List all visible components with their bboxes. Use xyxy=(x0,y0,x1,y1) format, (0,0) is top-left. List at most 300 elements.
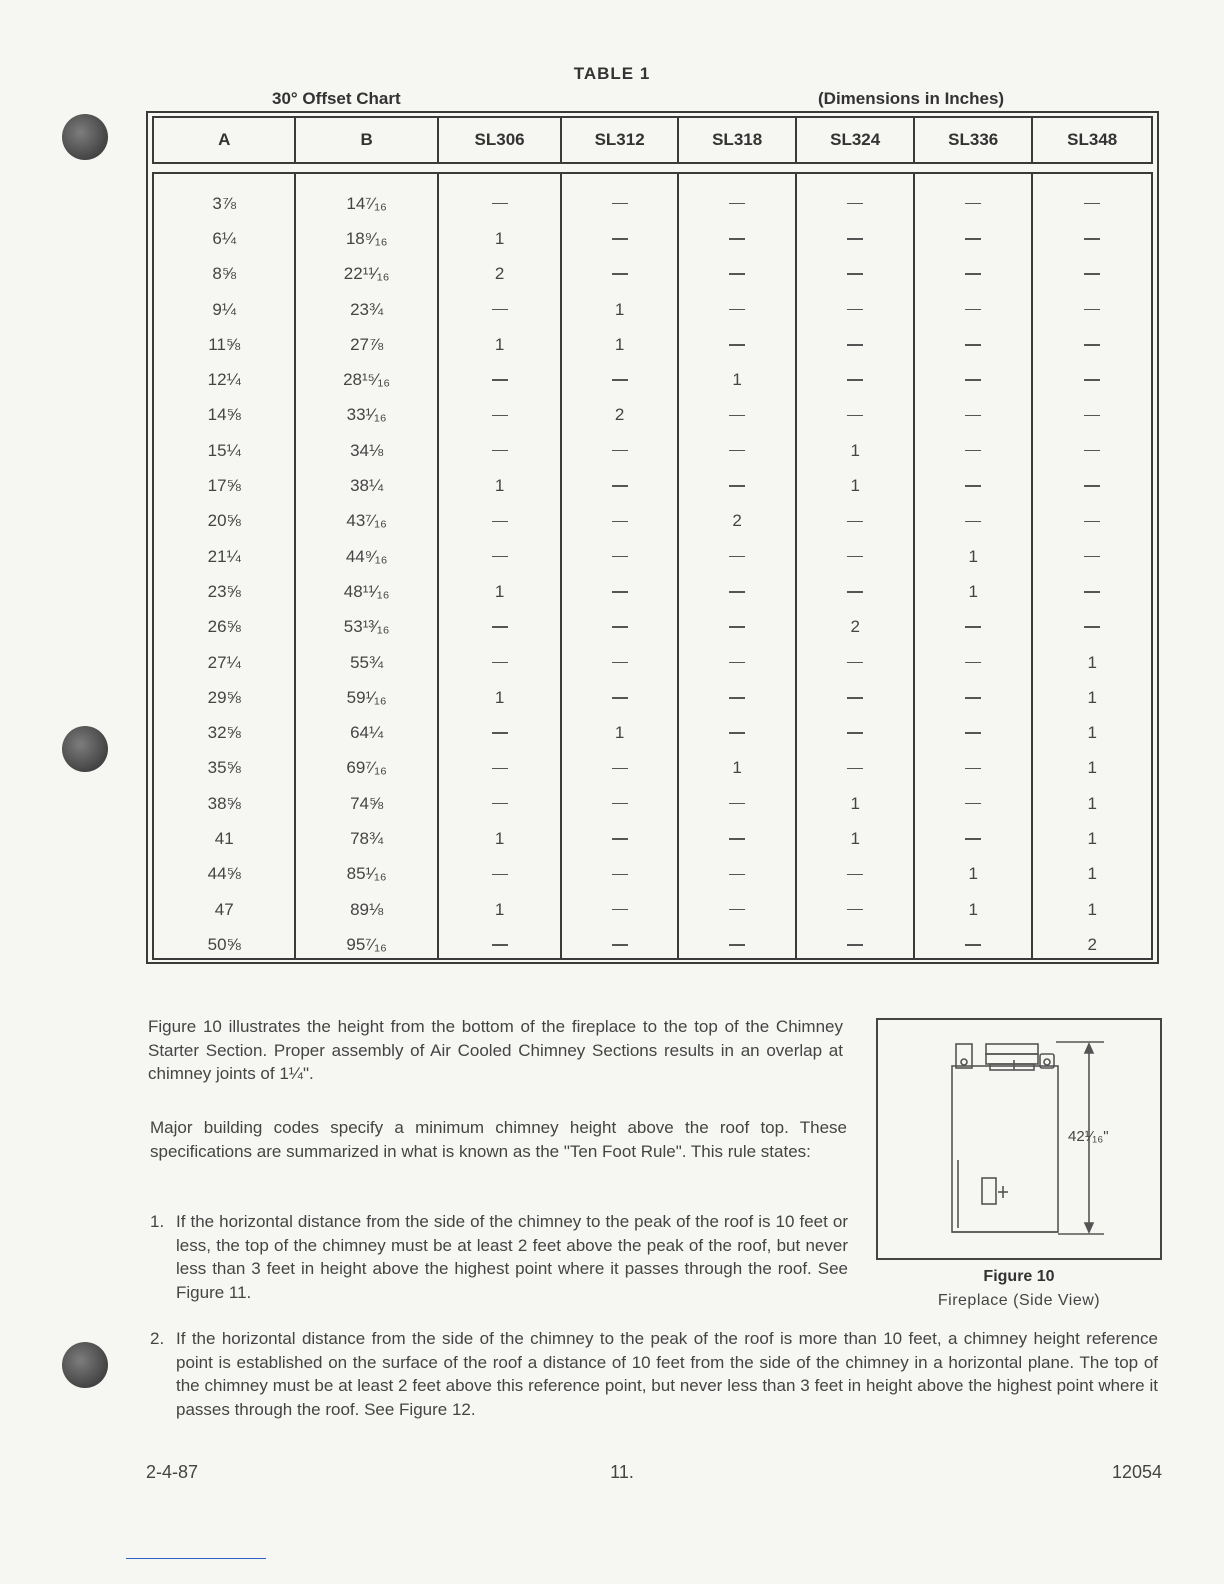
table-cell: 28¹⁵⁄₁₆ xyxy=(343,370,391,390)
table-cell xyxy=(562,433,677,468)
table-cell: 1 xyxy=(494,228,505,248)
table-cell xyxy=(439,292,561,327)
table-cell: 1 xyxy=(494,828,505,848)
dash-mark xyxy=(612,944,628,946)
table-cell: 1 xyxy=(968,864,978,884)
table-cell: 1 xyxy=(968,546,978,566)
table-cell xyxy=(439,645,561,680)
fireplace-side-view-drawing xyxy=(878,1020,1160,1258)
table-cell xyxy=(1033,292,1151,327)
table-cell: 2 xyxy=(494,264,505,284)
table-cell: 44⅝ xyxy=(207,864,241,884)
dash-mark xyxy=(729,944,745,946)
footer-page-number: 11. xyxy=(610,1462,634,1482)
dash-mark xyxy=(729,909,745,911)
dash-mark xyxy=(492,768,508,770)
table-cell xyxy=(797,539,913,574)
dash-mark xyxy=(1084,344,1100,346)
table-cell: 1 xyxy=(850,476,860,496)
dash-mark xyxy=(847,344,863,346)
table-cell: 23⅝ xyxy=(207,581,241,601)
table-cell: 41 xyxy=(214,828,234,848)
table-cell: 1 xyxy=(732,370,742,390)
dash-mark xyxy=(1084,556,1100,558)
dash-mark xyxy=(729,874,745,876)
table-cell: 14⅝ xyxy=(207,405,241,425)
dash-mark xyxy=(847,768,863,770)
table-cell xyxy=(915,610,1032,645)
table-cell: 2 xyxy=(732,511,742,531)
table-cell xyxy=(562,680,677,715)
table-cell xyxy=(797,327,913,362)
table-cell xyxy=(679,468,796,503)
table-cell xyxy=(797,257,913,292)
dash-mark xyxy=(965,944,981,946)
table-cell xyxy=(439,504,561,539)
figure-caption: Fireplace (Side View) xyxy=(937,1292,1101,1309)
table-cell: 1 xyxy=(614,723,625,743)
table-cell xyxy=(439,398,561,433)
table-cell: 1 xyxy=(494,476,505,496)
table-cell xyxy=(439,715,561,750)
dash-mark xyxy=(1084,309,1100,311)
dash-mark xyxy=(612,626,628,628)
table-cell xyxy=(562,257,677,292)
dash-mark xyxy=(612,203,628,205)
table-cell xyxy=(562,504,677,539)
dash-mark xyxy=(847,415,863,417)
table-cell xyxy=(915,786,1032,821)
table-cell xyxy=(439,362,561,397)
dash-mark xyxy=(729,626,745,628)
dash-mark xyxy=(847,521,863,523)
dash-mark xyxy=(729,803,745,805)
table-cell xyxy=(1033,574,1151,609)
column-b xyxy=(296,174,438,958)
dash-mark xyxy=(1084,203,1100,205)
column-header-a: A xyxy=(154,118,296,162)
table-cell xyxy=(915,398,1032,433)
table-cell: 59¹⁄₁₆ xyxy=(346,687,387,707)
dash-mark xyxy=(492,203,508,205)
table-cell: 43⁷⁄₁₆ xyxy=(346,511,387,531)
column-sl312 xyxy=(562,174,679,958)
dash-mark xyxy=(492,626,508,628)
table-cell xyxy=(1033,433,1151,468)
table-cell xyxy=(562,362,677,397)
dash-mark xyxy=(612,591,628,593)
table-cell xyxy=(915,715,1032,750)
dash-mark xyxy=(612,874,628,876)
table-cell: 32⅝ xyxy=(207,723,241,743)
dash-mark xyxy=(847,556,863,558)
table-cell: 27¼ xyxy=(207,652,241,672)
column-sl318 xyxy=(679,174,798,958)
dash-mark xyxy=(612,803,628,805)
table-cell: 78¾ xyxy=(350,828,384,848)
table-cell: 8⅝ xyxy=(212,264,237,284)
dash-mark xyxy=(612,662,628,664)
dash-mark xyxy=(965,485,981,487)
table-cell xyxy=(797,645,913,680)
table-cell: 38¼ xyxy=(350,476,384,496)
table-cell: 95⁷⁄₁₆ xyxy=(346,934,387,954)
table-cell xyxy=(439,539,561,574)
table-cell: 44⁹⁄₁₆ xyxy=(345,546,388,566)
table-cell: 34⅛ xyxy=(350,440,384,460)
table-cell xyxy=(1033,186,1151,221)
dash-mark xyxy=(1084,450,1100,452)
dash-mark xyxy=(729,344,745,346)
dash-mark xyxy=(847,874,863,876)
dash-mark xyxy=(965,697,981,699)
table-cell: 1 xyxy=(1087,899,1097,919)
dash-mark xyxy=(847,732,863,734)
column-sl306 xyxy=(439,174,563,958)
dash-mark xyxy=(965,238,981,240)
table-cell: 1 xyxy=(850,793,860,813)
scan-edge-line xyxy=(126,1558,266,1559)
table-cell xyxy=(915,751,1032,786)
dash-mark xyxy=(729,450,745,452)
rule-item-2-number: 2. xyxy=(150,1329,165,1348)
column-sl348 xyxy=(1033,174,1151,958)
table-cell: 1 xyxy=(1087,828,1097,848)
column-header-sl348: SL348 xyxy=(1067,130,1118,149)
column-sl324 xyxy=(797,174,915,958)
table-header-row xyxy=(152,116,1153,164)
table-cell: 64¼ xyxy=(350,723,384,743)
paragraph-ten-foot-rule: Major building codes specify a minimum chimney height above the roof top. These specifications are summarized in what is known as the "Ten Foot Rule". This rule states: xyxy=(150,1118,847,1161)
table-cell xyxy=(679,292,796,327)
table-cell: 53¹³⁄₁₆ xyxy=(343,617,390,637)
table-cell xyxy=(679,786,796,821)
punch-hole-top xyxy=(62,114,108,160)
dash-mark xyxy=(1084,415,1100,417)
table-cell xyxy=(439,186,561,221)
table-cell: 50⅝ xyxy=(207,934,241,954)
dash-mark xyxy=(729,238,745,240)
table-cell: 1 xyxy=(1087,687,1097,707)
table-cell xyxy=(797,751,913,786)
table-cell xyxy=(679,539,796,574)
footer-doc-number: 12054 xyxy=(1111,1462,1162,1482)
dash-mark xyxy=(965,803,981,805)
table-cell xyxy=(797,186,913,221)
table-cell xyxy=(679,927,796,962)
dash-mark xyxy=(729,273,745,275)
table-cell: 18⁹⁄₁₆ xyxy=(345,228,388,248)
dash-mark xyxy=(492,944,508,946)
footer-date: 2-4-87 xyxy=(146,1462,199,1482)
table-cell: 26⅝ xyxy=(207,617,241,637)
table-cell xyxy=(915,504,1032,539)
table-cell xyxy=(439,433,561,468)
dash-mark xyxy=(965,838,981,840)
dash-mark xyxy=(492,803,508,805)
dash-mark xyxy=(1084,238,1100,240)
table-cell xyxy=(797,892,913,927)
table-cell: 1 xyxy=(494,334,505,354)
table-cell xyxy=(679,257,796,292)
table-cell xyxy=(1033,539,1151,574)
table-cell xyxy=(915,468,1032,503)
dash-mark xyxy=(965,379,981,381)
table-cell: 1 xyxy=(1087,793,1097,813)
dash-mark xyxy=(965,521,981,523)
table-cell xyxy=(1033,327,1151,362)
dash-mark xyxy=(1084,379,1100,381)
table-cell: 47 xyxy=(214,899,234,919)
dash-mark xyxy=(1084,591,1100,593)
dash-mark xyxy=(847,309,863,311)
table-cell xyxy=(915,645,1032,680)
table-cell: 20⅝ xyxy=(207,511,241,531)
table-cell: 1 xyxy=(494,581,505,601)
column-a xyxy=(154,174,296,958)
dash-mark xyxy=(847,909,863,911)
table-cell xyxy=(439,786,561,821)
table-cell: 1 xyxy=(494,899,505,919)
dash-mark xyxy=(847,273,863,275)
table-cell: 38⅝ xyxy=(207,793,241,813)
table-cell xyxy=(562,857,677,892)
dash-mark xyxy=(965,309,981,311)
table-cell xyxy=(679,186,796,221)
table-cell xyxy=(562,539,677,574)
table-cell xyxy=(562,892,677,927)
dash-mark xyxy=(847,662,863,664)
table-cell xyxy=(797,221,913,256)
table-cell xyxy=(679,715,796,750)
table-cell: 9¼ xyxy=(212,299,237,319)
table-cell: 27⅞ xyxy=(350,334,384,354)
table-cell: 22¹¹⁄₁₆ xyxy=(343,264,390,284)
dash-mark xyxy=(612,768,628,770)
table-cell xyxy=(679,574,796,609)
dash-mark xyxy=(612,556,628,558)
table-cell: 1 xyxy=(614,299,625,319)
table-cell xyxy=(797,292,913,327)
table-cell xyxy=(915,433,1032,468)
table-cell xyxy=(679,610,796,645)
table-cell: 15¼ xyxy=(207,440,241,460)
dash-mark xyxy=(492,732,508,734)
table-cell xyxy=(915,362,1032,397)
table-cell: 11⅝ xyxy=(208,334,241,354)
table-cell xyxy=(679,221,796,256)
table-cell: 1 xyxy=(1087,864,1097,884)
rule-item-1-number: 1. xyxy=(150,1212,165,1231)
table-cell xyxy=(562,927,677,962)
dash-mark xyxy=(729,732,745,734)
table-cell: 21¼ xyxy=(207,546,241,566)
dash-mark xyxy=(1084,273,1100,275)
dash-mark xyxy=(729,556,745,558)
table-cell xyxy=(1033,221,1151,256)
table-cell: 3⅞ xyxy=(212,193,237,213)
table-cell xyxy=(1033,610,1151,645)
dash-mark xyxy=(612,909,628,911)
dash-mark xyxy=(612,273,628,275)
table-cell: 12¼ xyxy=(207,370,241,390)
table-title: TABLE 1 xyxy=(573,64,651,83)
table-cell xyxy=(797,715,913,750)
table-cell xyxy=(562,751,677,786)
column-header-sl336: SL336 xyxy=(915,118,1034,162)
dash-mark xyxy=(965,344,981,346)
table-cell xyxy=(679,821,796,856)
table-cell: 1 xyxy=(1087,652,1097,672)
rule-item-1 xyxy=(150,1210,850,1310)
table-cell xyxy=(915,680,1032,715)
figure-dimension-label: 42¹⁄₁₆" xyxy=(1068,1128,1109,1145)
table-cell xyxy=(797,680,913,715)
column-header-sl306: SL306 xyxy=(439,118,563,162)
table-cell: 48¹¹⁄₁₆ xyxy=(343,581,390,601)
table-cell: 1 xyxy=(614,334,625,354)
table-subtitle: 30° Offset Chart xyxy=(272,89,401,108)
units-note: (Dimensions in Inches) xyxy=(818,89,1005,108)
dash-mark xyxy=(965,662,981,664)
table-cell: 69⁷⁄₁₆ xyxy=(346,758,387,778)
table-cell xyxy=(562,574,677,609)
dash-mark xyxy=(492,450,508,452)
figure-title: Figure 10 xyxy=(983,1268,1055,1285)
dash-mark xyxy=(729,415,745,417)
dash-mark xyxy=(1084,485,1100,487)
dash-mark xyxy=(612,238,628,240)
punch-hole-middle xyxy=(62,726,108,772)
table-cell: 1 xyxy=(968,899,978,919)
table-cell xyxy=(915,927,1032,962)
dash-mark xyxy=(965,415,981,417)
dash-mark xyxy=(729,591,745,593)
dash-mark xyxy=(729,838,745,840)
table-cell xyxy=(797,574,913,609)
dash-mark xyxy=(492,556,508,558)
table-cell xyxy=(797,398,913,433)
dash-mark xyxy=(965,450,981,452)
table-cell xyxy=(439,927,561,962)
column-sl336 xyxy=(915,174,1034,958)
table-cell xyxy=(562,645,677,680)
table-cell xyxy=(1033,362,1151,397)
table-cell xyxy=(679,327,796,362)
dash-mark xyxy=(1084,521,1100,523)
dash-mark xyxy=(612,521,628,523)
rule-item-2-text: If the horizontal distance from the side of the chimney to the peak of the roof is more than 10 feet, a chimney height reference point is established on the surface of the roof a distance of 10 feet from the side of the chimney in a horizontal plane. The top of the chimney must be at least 2 feet above this reference point, but never less than 3 feet in height above the highest point where it passes through the roof. See Figure 12. xyxy=(176,1329,1158,1419)
punch-hole-bottom xyxy=(62,1342,108,1388)
dash-mark xyxy=(612,838,628,840)
column-header-b: B xyxy=(296,118,438,162)
dash-mark xyxy=(847,591,863,593)
dash-mark xyxy=(729,697,745,699)
rule-item-1-text: If the horizontal distance from the side of the chimney to the peak of the roof is 10 feet or less, the top of the chimney must be at least 2 feet above the peak of the roof, but never less than 3 feet in height above the highest point where it passes through the roof. See Figure 11. xyxy=(176,1212,848,1302)
table-cell xyxy=(562,821,677,856)
table-cell xyxy=(562,610,677,645)
dash-mark xyxy=(612,450,628,452)
table-cell: 85¹⁄₁₆ xyxy=(346,864,387,884)
table-cell xyxy=(915,292,1032,327)
table-cell: 6¼ xyxy=(212,228,237,248)
dash-mark xyxy=(729,485,745,487)
dash-mark xyxy=(847,944,863,946)
table-cell: 23¾ xyxy=(350,299,384,319)
dash-mark xyxy=(1084,626,1100,628)
table-cell xyxy=(439,857,561,892)
table-cell: 1 xyxy=(494,687,505,707)
table-cell: 14⁷⁄₁₆ xyxy=(346,193,387,213)
column-header-sl324: SL324 xyxy=(797,118,915,162)
table-cell xyxy=(679,680,796,715)
dash-mark xyxy=(965,203,981,205)
dash-mark xyxy=(612,697,628,699)
dash-mark xyxy=(492,309,508,311)
table-cell xyxy=(797,504,913,539)
dash-mark xyxy=(729,309,745,311)
table-cell xyxy=(679,857,796,892)
table-cell xyxy=(439,751,561,786)
table-cell xyxy=(1033,468,1151,503)
table-cell xyxy=(679,398,796,433)
dash-mark xyxy=(729,203,745,205)
table-cell xyxy=(797,362,913,397)
table-cell xyxy=(915,257,1032,292)
dash-mark xyxy=(492,379,508,381)
table-cell: 89⅛ xyxy=(350,899,384,919)
table-cell: 35⅝ xyxy=(207,758,241,778)
table-cell xyxy=(915,327,1032,362)
table-cell xyxy=(797,927,913,962)
paragraph-figure-intro: Figure 10 illustrates the height from the bottom of the fireplace to the top of the Chimney Starter Section. Proper assembly of Air Cooled Chimney Sections results in an overlap at chimney joints of 1¼". xyxy=(148,1017,843,1083)
dash-mark xyxy=(965,732,981,734)
dash-mark xyxy=(612,485,628,487)
table-cell: 74⅝ xyxy=(350,793,384,813)
table-cell: 2 xyxy=(614,405,625,425)
table-cell xyxy=(797,857,913,892)
dash-mark xyxy=(729,662,745,664)
column-header-sl318: SL318 xyxy=(679,118,798,162)
dash-mark xyxy=(847,203,863,205)
dash-mark xyxy=(847,697,863,699)
dash-mark xyxy=(492,521,508,523)
table-cell: 1 xyxy=(1087,723,1097,743)
table-cell xyxy=(562,468,677,503)
table-cell xyxy=(679,645,796,680)
dash-mark xyxy=(965,626,981,628)
dash-mark xyxy=(965,768,981,770)
table-cell: 33¹⁄₁₆ xyxy=(346,405,387,425)
figure-10-box xyxy=(876,1018,1162,1260)
table-cell xyxy=(562,786,677,821)
table-cell xyxy=(915,186,1032,221)
dash-mark xyxy=(847,379,863,381)
table-cell: 1 xyxy=(1087,758,1097,778)
table-cell xyxy=(1033,257,1151,292)
table-cell: 2 xyxy=(1087,934,1097,954)
table-cell: 29⅝ xyxy=(207,687,241,707)
column-header-sl312: SL312 xyxy=(562,118,679,162)
table-cell xyxy=(679,892,796,927)
table-cell: 1 xyxy=(850,828,860,848)
table-cell xyxy=(1033,398,1151,433)
table-cell: 17⅝ xyxy=(207,476,241,496)
table-body xyxy=(152,172,1153,960)
table-cell xyxy=(915,221,1032,256)
table-cell xyxy=(679,433,796,468)
rule-item-2 xyxy=(150,1327,1160,1427)
